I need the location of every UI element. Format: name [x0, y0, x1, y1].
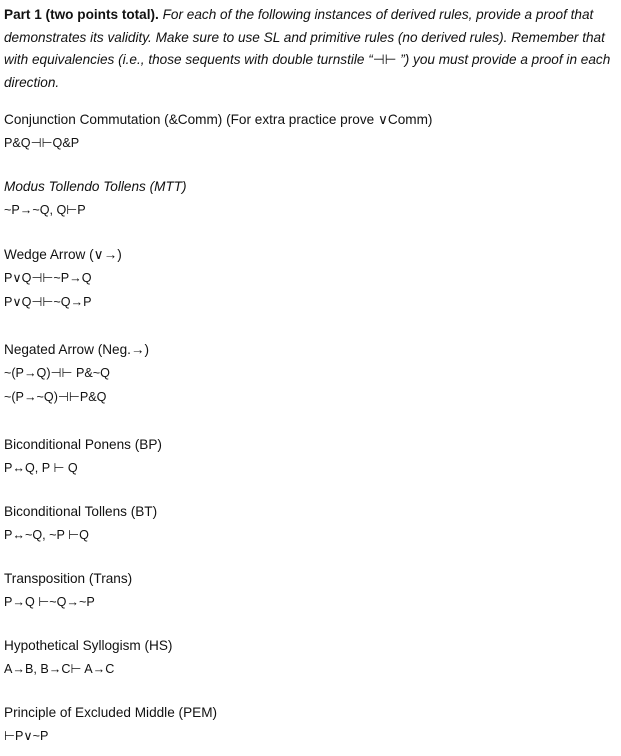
rule-sequent: P↔Q, P ⊢ Q [4, 461, 78, 475]
rule-excluded-middle [4, 703, 217, 746]
rule-biconditional-tollens [4, 502, 157, 545]
rule-modus-tollendo-tollens [4, 177, 187, 220]
rule-title: Transposition (Trans) [4, 571, 133, 586]
rule-wedge-arrow [4, 245, 122, 312]
rule-sequent: ⊢P∨~P [4, 729, 49, 743]
rule-sequent: P&Q⊣⊢Q&P [4, 136, 80, 150]
rule-sequent: P↔~Q, ~P ⊢Q [4, 528, 89, 542]
rule-title: Negated Arrow (Neg.→) [4, 342, 150, 357]
rule-sequent: P∨Q⊣⊢~P→Q [4, 271, 92, 285]
rule-sequent: ~P→~Q, Q⊢P [4, 203, 86, 217]
rule-title: Wedge Arrow (∨→) [4, 247, 122, 262]
rule-title: Principle of Excluded Middle (PEM) [4, 705, 218, 720]
rule-sequent: ~(P→Q)⊣⊢ P&~Q [4, 366, 110, 380]
rule-conjunction-commutation [4, 110, 432, 153]
rule-hypothetical-syllogism [4, 636, 172, 679]
rule-title: Conjunction Commutation (&Comm) (For extra practice prove ∨Comm) [4, 112, 433, 127]
instructions-paragraph [4, 4, 612, 94]
rule-title: Biconditional Ponens (BP) [4, 437, 162, 452]
rule-title: Biconditional Tollens (BT) [4, 504, 158, 519]
rule-title: Modus Tollendo Tollens (MTT) [4, 179, 187, 194]
rule-transposition [4, 569, 132, 612]
rule-negated-arrow [4, 340, 149, 407]
instructions-text: For each of the following instances of derived rules, provide a proof that demonstrates its validity. Make sure to use SL and primitive rules (no derived rules). Remember that with equivalencies (i.e., those sequents with double turnstile “⊣⊢ ”) you must provide a proof in each direction. [4, 7, 611, 90]
rule-sequent: A→B, B→C⊢ A→C [4, 662, 115, 676]
rule-sequent: P→Q ⊢~Q→~P [4, 595, 95, 609]
part-heading: Part 1 (two points total). [4, 7, 159, 22]
rule-title: Hypothetical Syllogism (HS) [4, 638, 173, 653]
rule-biconditional-ponens [4, 435, 162, 478]
rule-sequent: P∨Q⊣⊢~Q→P [4, 295, 92, 309]
rule-sequent: ~(P→~Q)⊣⊢P&Q [4, 390, 107, 404]
